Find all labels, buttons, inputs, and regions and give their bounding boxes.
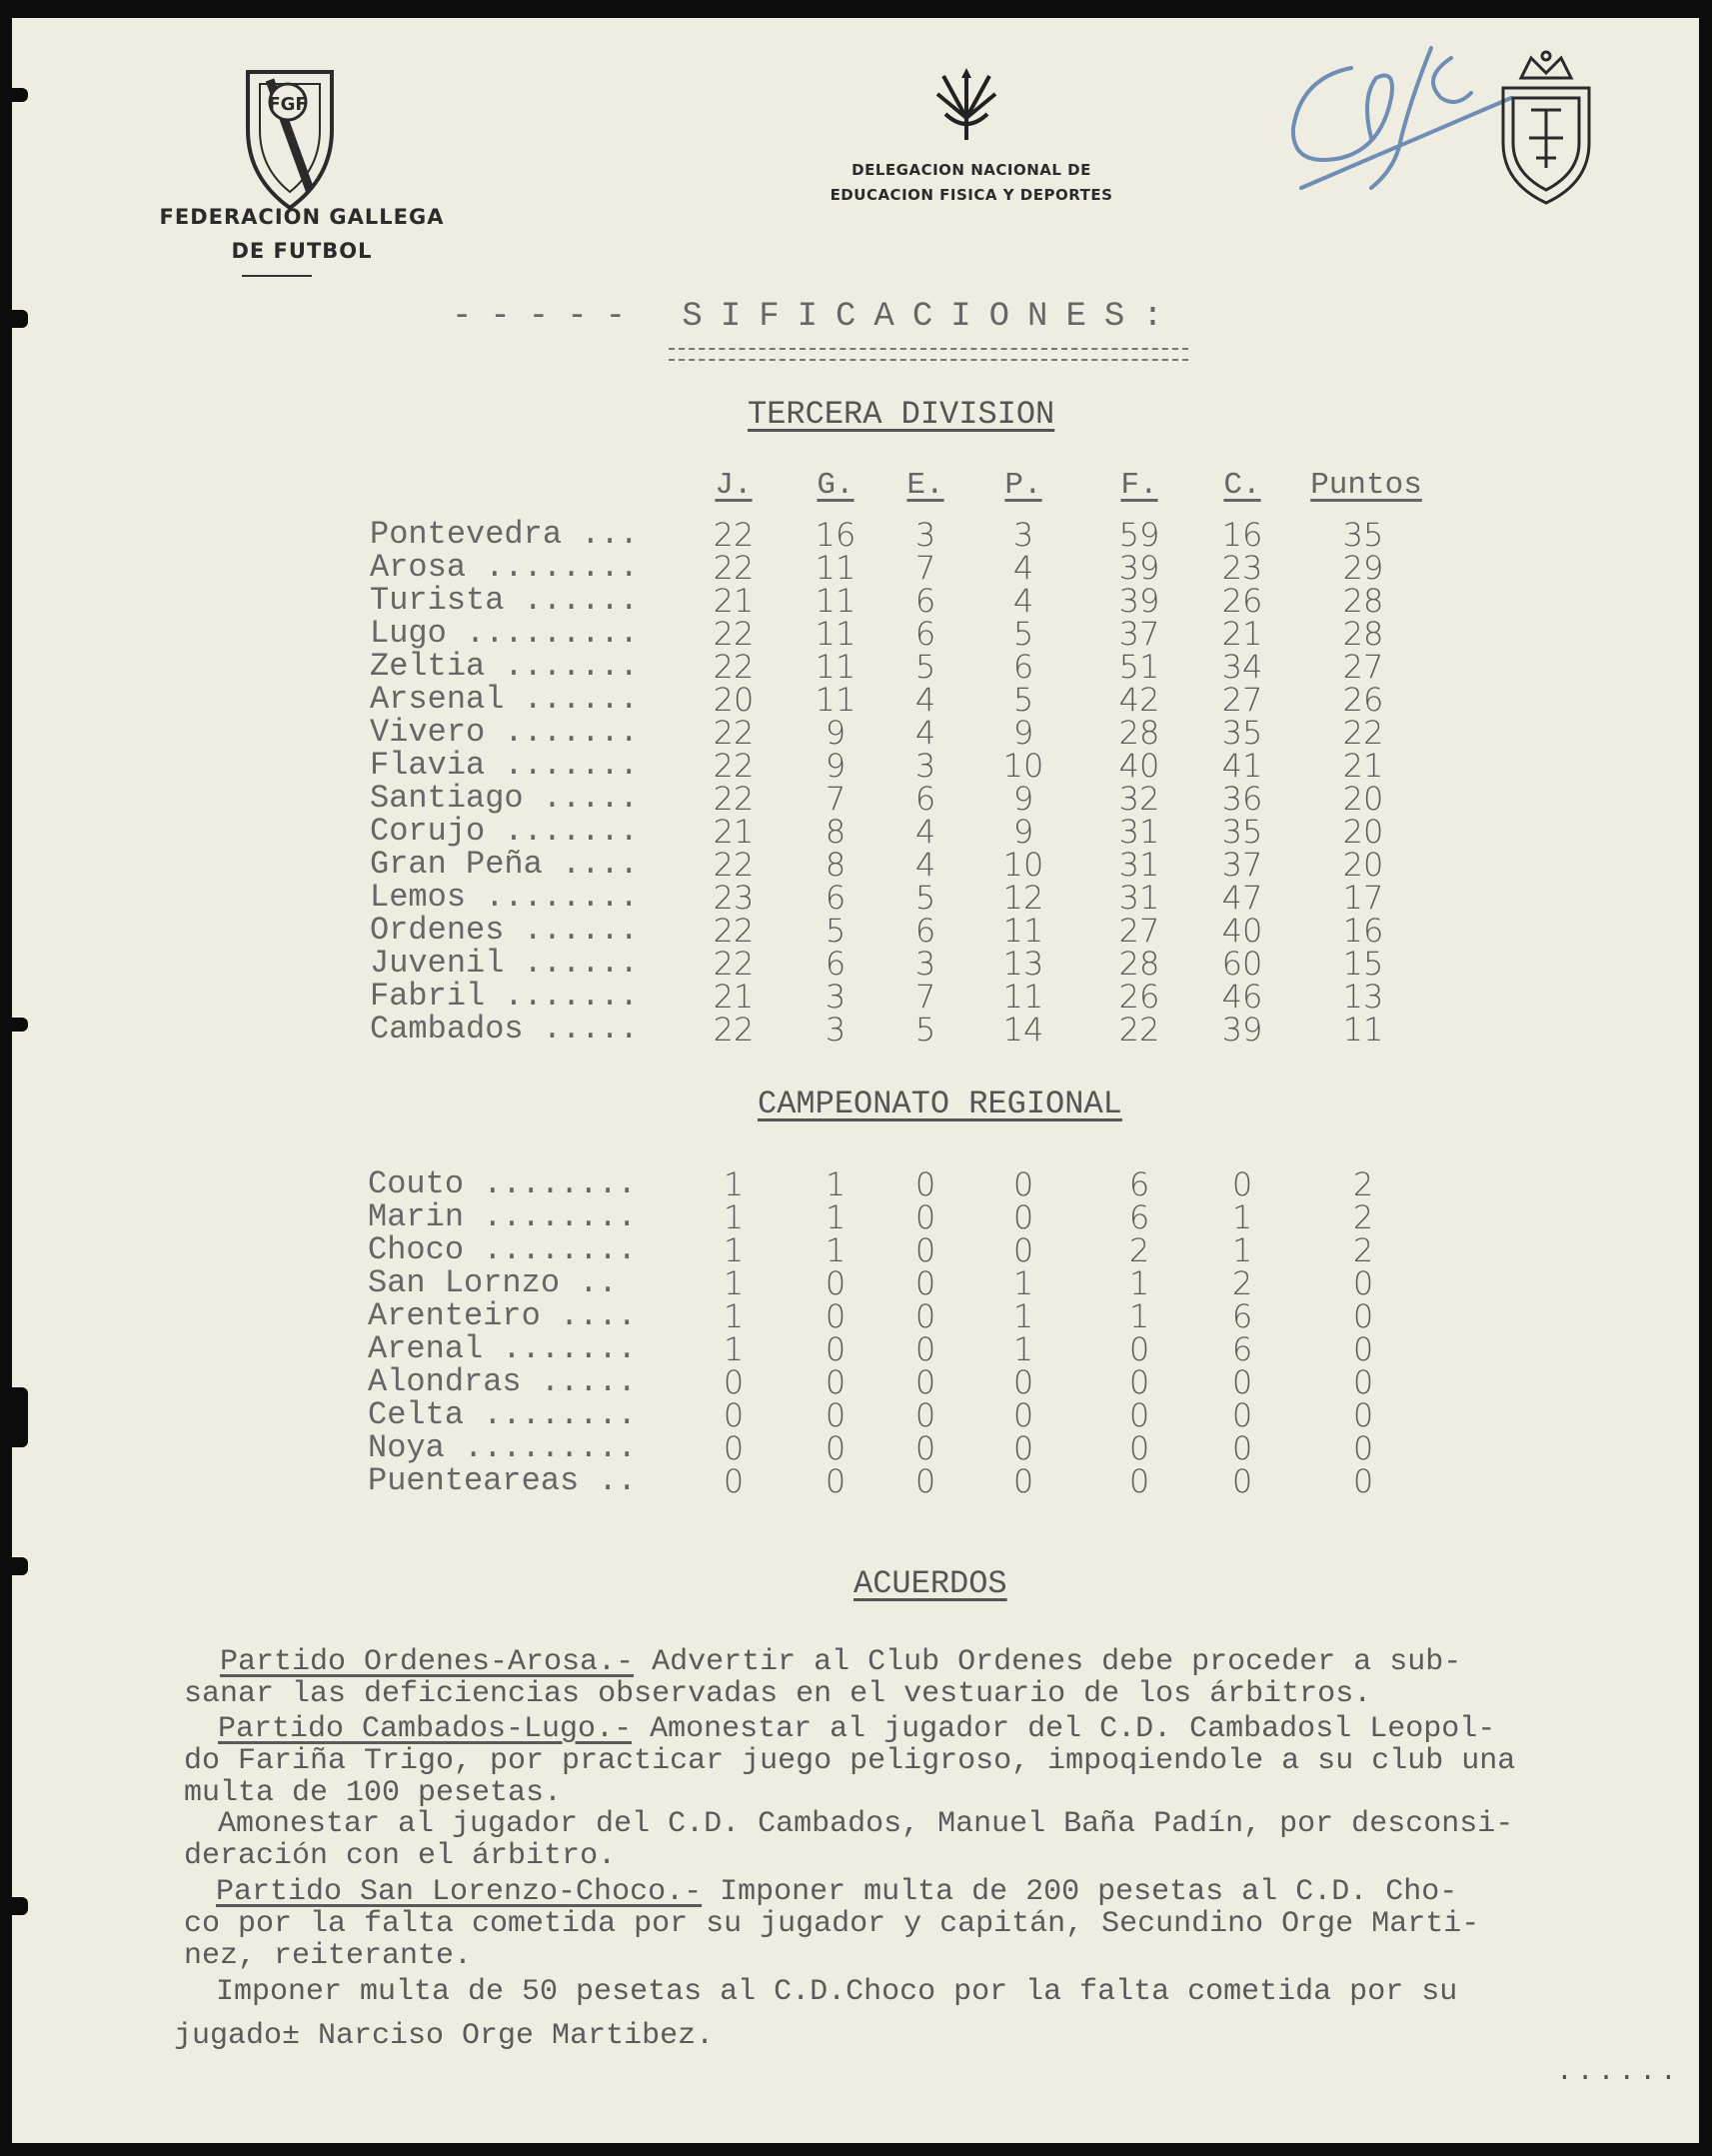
tercera-division-heading: TERCERA DIVISION xyxy=(748,396,1055,433)
cell-j: 22 xyxy=(713,714,755,752)
table-row xyxy=(12,1264,1699,1302)
federation-line-1: FEDERACION GALLEGA xyxy=(159,205,445,229)
cell-f: 31 xyxy=(1118,879,1160,917)
cell-puntos: 28 xyxy=(1342,615,1384,653)
cell-c: 1 xyxy=(1231,1198,1253,1236)
cell-j: 1 xyxy=(723,1297,745,1335)
cell-puntos: 21 xyxy=(1342,747,1384,785)
cell-j: 21 xyxy=(713,582,755,620)
federation-line-2: DE FUTBOL xyxy=(231,239,373,263)
cell-j: 22 xyxy=(713,846,755,884)
cell-f: 39 xyxy=(1118,582,1160,620)
cell-c: 1 xyxy=(1231,1231,1253,1269)
cell-p: 14 xyxy=(1002,1011,1044,1049)
cell-puntos: 0 xyxy=(1352,1429,1374,1467)
col-header-g: G. xyxy=(817,468,855,503)
cell-p: 10 xyxy=(1002,747,1044,785)
cell-g: 11 xyxy=(815,681,856,719)
table-row xyxy=(12,1396,1699,1434)
cell-puntos: 35 xyxy=(1342,516,1384,554)
cell-c: 6 xyxy=(1231,1297,1253,1335)
cell-g: 0 xyxy=(825,1462,847,1500)
col-header-f: F. xyxy=(1120,468,1158,503)
table-row xyxy=(12,681,1699,719)
team-name: Fabril ....... xyxy=(370,978,639,1015)
team-name: Santiago ..... xyxy=(370,780,639,817)
cell-f: 0 xyxy=(1128,1462,1150,1500)
cell-c: 2 xyxy=(1231,1264,1253,1302)
delegation-line-1: DELEGACION NACIONAL DE xyxy=(852,161,1091,179)
cell-j: 0 xyxy=(723,1396,745,1434)
federation-name xyxy=(112,200,492,268)
cell-p: 12 xyxy=(1002,879,1044,917)
table-row xyxy=(12,1297,1699,1335)
document-title: ----- SIFICACIONES: xyxy=(452,298,1181,336)
cell-e: 5 xyxy=(914,648,936,686)
table-row xyxy=(12,912,1699,950)
cell-f: 6 xyxy=(1128,1198,1150,1236)
team-name: Turista ...... xyxy=(370,582,639,619)
cell-p: 10 xyxy=(1002,846,1044,884)
table-row xyxy=(12,1198,1699,1236)
cell-f: 31 xyxy=(1118,846,1160,884)
cell-c: 35 xyxy=(1221,714,1263,752)
cell-e: 0 xyxy=(914,1396,936,1434)
cell-f: 0 xyxy=(1128,1396,1150,1434)
cell-c: 0 xyxy=(1231,1363,1253,1401)
cell-p: 0 xyxy=(1012,1363,1034,1401)
team-name: Cambados ..... xyxy=(370,1011,639,1048)
paragraph-line xyxy=(220,1647,1461,1678)
cell-g: 0 xyxy=(825,1264,847,1302)
cell-g: 0 xyxy=(825,1396,847,1434)
cell-j: 22 xyxy=(713,1011,755,1049)
paragraph-text: Advertir al Club Ordenes debe proceder a sub- xyxy=(634,1645,1462,1679)
paragraph-line: multa de 100 pesetas. xyxy=(184,1776,563,1810)
table-row xyxy=(12,780,1699,818)
yoke-and-arrows-emblem xyxy=(931,68,1001,143)
cell-g: 8 xyxy=(825,846,847,884)
campeonato-regional-heading: CAMPEONATO REGIONAL xyxy=(758,1085,1122,1122)
cell-puntos: 2 xyxy=(1352,1165,1374,1203)
cell-j: 0 xyxy=(723,1429,745,1467)
cell-puntos: 16 xyxy=(1342,912,1384,950)
cell-f: 51 xyxy=(1118,648,1160,686)
cell-g: 1 xyxy=(825,1165,847,1203)
cell-g: 0 xyxy=(825,1330,847,1368)
cell-c: 27 xyxy=(1221,681,1263,719)
paragraph-line: jugado± Narciso Orge Martibez. xyxy=(174,2019,715,2053)
cell-p: 11 xyxy=(1002,912,1044,950)
team-name: Puenteareas .. xyxy=(368,1462,637,1499)
team-name: Pontevedra ... xyxy=(370,516,639,553)
team-name: Arenteiro .... xyxy=(368,1297,637,1334)
team-name: Celta ........ xyxy=(368,1396,637,1433)
punch-hole xyxy=(12,1897,28,1915)
team-name: Arosa ........ xyxy=(370,549,639,586)
cell-j: 22 xyxy=(713,549,755,587)
cell-e: 5 xyxy=(914,1011,936,1049)
team-name: Zeltia ....... xyxy=(370,648,639,685)
cell-g: 7 xyxy=(825,780,847,818)
cell-p: 5 xyxy=(1012,681,1034,719)
cell-c: 6 xyxy=(1231,1330,1253,1368)
col-header-p: P. xyxy=(1004,468,1042,503)
cell-j: 22 xyxy=(713,945,755,983)
cell-g: 5 xyxy=(825,912,847,950)
cell-e: 3 xyxy=(914,945,936,983)
cell-e: 0 xyxy=(914,1363,936,1401)
cell-c: 34 xyxy=(1221,648,1263,686)
cell-p: 5 xyxy=(1012,615,1034,653)
cell-g: 11 xyxy=(815,648,856,686)
cell-puntos: 20 xyxy=(1342,780,1384,818)
team-name: Flavia ....... xyxy=(370,747,639,784)
cell-g: 6 xyxy=(825,945,847,983)
table-row xyxy=(12,516,1699,554)
cell-j: 22 xyxy=(713,912,755,950)
table-row xyxy=(12,1231,1699,1269)
svg-text:FGF: FGF xyxy=(268,94,308,115)
table-row xyxy=(12,747,1699,785)
cell-puntos: 0 xyxy=(1352,1264,1374,1302)
cell-puntos: 0 xyxy=(1352,1462,1374,1500)
cell-p: 9 xyxy=(1012,714,1034,752)
cell-g: 9 xyxy=(825,747,847,785)
delegation-line-2: EDUCACION FISICA Y DEPORTES xyxy=(830,186,1113,204)
cell-p: 0 xyxy=(1012,1198,1034,1236)
cell-c: 46 xyxy=(1221,978,1263,1016)
cell-puntos: 2 xyxy=(1352,1198,1374,1236)
cell-g: 1 xyxy=(825,1231,847,1269)
cell-e: 3 xyxy=(914,516,936,554)
cell-j: 1 xyxy=(723,1264,745,1302)
cell-puntos: 20 xyxy=(1342,813,1384,851)
table-row xyxy=(12,714,1699,752)
cell-j: 21 xyxy=(713,813,755,851)
acuerdos-heading: ACUERDOS xyxy=(854,1565,1007,1602)
cell-g: 3 xyxy=(825,1011,847,1049)
cell-puntos: 0 xyxy=(1352,1330,1374,1368)
cell-p: 0 xyxy=(1012,1462,1034,1500)
cell-f: 31 xyxy=(1118,813,1160,851)
team-name: Corujo ....... xyxy=(370,813,639,850)
cell-j: 22 xyxy=(713,747,755,785)
col-header-e: E. xyxy=(906,468,944,503)
table-row xyxy=(12,648,1699,686)
cell-p: 0 xyxy=(1012,1231,1034,1269)
cell-puntos: 13 xyxy=(1342,978,1384,1016)
cell-c: 21 xyxy=(1221,615,1263,653)
paragraph-line xyxy=(216,1877,1457,1908)
cell-puntos: 2 xyxy=(1352,1231,1374,1269)
punch-hole xyxy=(12,310,28,328)
cell-j: 1 xyxy=(723,1165,745,1203)
col-header-j: J. xyxy=(715,468,753,503)
cell-f: 40 xyxy=(1118,747,1160,785)
cell-j: 1 xyxy=(723,1198,745,1236)
cell-j: 0 xyxy=(723,1462,745,1500)
cell-c: 0 xyxy=(1231,1165,1253,1203)
cell-e: 3 xyxy=(914,747,936,785)
team-name: Couto ........ xyxy=(368,1165,637,1202)
cell-e: 4 xyxy=(914,681,936,719)
punch-hole xyxy=(12,1557,28,1575)
cell-c: 39 xyxy=(1221,1011,1263,1049)
col-header-c: C. xyxy=(1223,468,1261,503)
cell-f: 39 xyxy=(1118,549,1160,587)
cell-c: 26 xyxy=(1221,582,1263,620)
cell-c: 35 xyxy=(1221,813,1263,851)
continuation-dots: ...... xyxy=(1556,2057,1681,2088)
cell-j: 23 xyxy=(713,879,755,917)
team-name: Lemos ........ xyxy=(370,879,639,916)
cell-puntos: 27 xyxy=(1342,648,1384,686)
table-row xyxy=(12,978,1699,1016)
cell-f: 28 xyxy=(1118,945,1160,983)
cell-c: 16 xyxy=(1221,516,1263,554)
paragraph-line: co por la falta cometida por su jugador y capitán, Secundino Orge Marti- xyxy=(184,1907,1480,1941)
cell-j: 1 xyxy=(723,1231,745,1269)
cell-g: 0 xyxy=(825,1297,847,1335)
cell-e: 6 xyxy=(914,582,936,620)
federation-rule xyxy=(242,275,312,277)
table-row xyxy=(12,945,1699,983)
paragraph-line: Amonestar al jugador del C.D. Cambados, Manuel Baña Padín, por desconsi- xyxy=(218,1807,1514,1841)
cell-g: 0 xyxy=(825,1429,847,1467)
punch-hole xyxy=(12,88,28,102)
cell-e: 0 xyxy=(914,1198,936,1236)
cell-p: 4 xyxy=(1012,549,1034,587)
cell-g: 11 xyxy=(815,615,856,653)
cell-f: 6 xyxy=(1128,1165,1150,1203)
team-name: Juvenil ...... xyxy=(370,945,639,982)
cell-j: 22 xyxy=(713,780,755,818)
table-row xyxy=(12,1462,1699,1500)
table-row xyxy=(12,1011,1699,1049)
cell-e: 7 xyxy=(914,978,936,1016)
cell-f: 28 xyxy=(1118,714,1160,752)
col-header-puntos: Puntos xyxy=(1310,468,1422,503)
team-name: Alondras ..... xyxy=(368,1363,637,1400)
cell-e: 0 xyxy=(914,1264,936,1302)
cell-e: 6 xyxy=(914,912,936,950)
cell-c: 47 xyxy=(1221,879,1263,917)
match-title: Partido Ordenes-Arosa.- xyxy=(220,1645,635,1679)
team-name: Gran Peña .... xyxy=(370,846,639,883)
match-title: Partido San Lorenzo-Choco.- xyxy=(216,1875,703,1909)
cell-c: 36 xyxy=(1221,780,1263,818)
cell-e: 0 xyxy=(914,1165,936,1203)
team-name: Lugo ......... xyxy=(370,615,639,652)
cell-puntos: 22 xyxy=(1342,714,1384,752)
paragraph-line: deración con el árbitro. xyxy=(184,1839,617,1873)
team-name: Noya ......... xyxy=(368,1429,637,1466)
cell-puntos: 15 xyxy=(1342,945,1384,983)
cell-j: 22 xyxy=(713,648,755,686)
cell-j: 22 xyxy=(713,615,755,653)
cell-c: 40 xyxy=(1221,912,1263,950)
paragraph-text: Imponer multa de 200 pesetas al C.D. Cho- xyxy=(702,1875,1458,1909)
team-name: Arenal ....... xyxy=(368,1330,637,1367)
cell-e: 0 xyxy=(914,1429,936,1467)
cell-g: 1 xyxy=(825,1198,847,1236)
match-title: Partido Cambados-Lugo.- xyxy=(218,1712,633,1746)
cell-f: 0 xyxy=(1128,1429,1150,1467)
cell-f: 42 xyxy=(1118,681,1160,719)
cell-e: 5 xyxy=(914,879,936,917)
cell-f: 26 xyxy=(1118,978,1160,1016)
team-name: San Lornzo .. xyxy=(368,1264,618,1301)
table-row xyxy=(12,1363,1699,1401)
cell-c: 60 xyxy=(1221,945,1263,983)
document-page xyxy=(12,18,1699,2143)
cell-f: 32 xyxy=(1118,780,1160,818)
cell-j: 0 xyxy=(723,1363,745,1401)
cell-e: 0 xyxy=(914,1330,936,1368)
cell-puntos: 17 xyxy=(1342,879,1384,917)
cell-puntos: 26 xyxy=(1342,681,1384,719)
cell-e: 6 xyxy=(914,615,936,653)
cell-e: 4 xyxy=(914,846,936,884)
cell-p: 11 xyxy=(1002,978,1044,1016)
cell-puntos: 0 xyxy=(1352,1297,1374,1335)
cell-c: 0 xyxy=(1231,1429,1253,1467)
team-name: Choco ........ xyxy=(368,1231,637,1268)
team-name: Vivero ....... xyxy=(370,714,639,751)
cell-p: 6 xyxy=(1012,648,1034,686)
cell-c: 0 xyxy=(1231,1462,1253,1500)
cell-j: 20 xyxy=(713,681,755,719)
cell-g: 8 xyxy=(825,813,847,851)
cell-puntos: 11 xyxy=(1342,1011,1384,1049)
paragraph-line: nez, reiterante. xyxy=(184,1939,473,1973)
cell-e: 6 xyxy=(914,780,936,818)
cell-puntos: 0 xyxy=(1352,1363,1374,1401)
cell-c: 41 xyxy=(1221,747,1263,785)
cell-p: 0 xyxy=(1012,1429,1034,1467)
federation-crest-logo xyxy=(240,50,340,210)
paragraph-line: Imponer multa de 50 pesetas al C.D.Choco por la falta cometida por su xyxy=(216,1975,1458,2009)
cell-f: 27 xyxy=(1118,912,1160,950)
cell-p: 3 xyxy=(1012,516,1034,554)
cell-f: 1 xyxy=(1128,1297,1150,1335)
table-row xyxy=(12,879,1699,917)
paragraph-line: sanar las deficiencias observadas en el vestuario de los árbitros. xyxy=(184,1677,1372,1711)
cell-g: 9 xyxy=(825,714,847,752)
cell-g: 0 xyxy=(825,1363,847,1401)
cell-puntos: 0 xyxy=(1352,1396,1374,1434)
cell-f: 0 xyxy=(1128,1363,1150,1401)
cell-p: 9 xyxy=(1012,813,1034,851)
spanish-federation-crest-logo xyxy=(1491,48,1601,208)
table-row xyxy=(12,1165,1699,1203)
cell-e: 7 xyxy=(914,549,936,587)
cell-puntos: 20 xyxy=(1342,846,1384,884)
team-name: Arsenal ...... xyxy=(370,681,639,718)
table-row xyxy=(12,615,1699,653)
cell-j: 22 xyxy=(713,516,755,554)
cell-g: 6 xyxy=(825,879,847,917)
cell-f: 37 xyxy=(1118,615,1160,653)
cell-e: 0 xyxy=(914,1297,936,1335)
cell-g: 16 xyxy=(815,516,856,554)
table-row xyxy=(12,846,1699,884)
paragraph-line: do Fariña Trigo, por practicar juego peligroso, impoqiendole a su club una xyxy=(184,1744,1516,1778)
cell-j: 21 xyxy=(713,978,755,1016)
cell-j: 1 xyxy=(723,1330,745,1368)
cell-puntos: 29 xyxy=(1342,549,1384,587)
cell-puntos: 28 xyxy=(1342,582,1384,620)
paragraph-text: Amonestar al jugador del C.D. Cambadosl Leopol- xyxy=(632,1712,1496,1746)
cell-p: 0 xyxy=(1012,1396,1034,1434)
cell-g: 3 xyxy=(825,978,847,1016)
table-row xyxy=(12,1330,1699,1368)
cell-c: 37 xyxy=(1221,846,1263,884)
cell-e: 4 xyxy=(914,714,936,752)
table-row xyxy=(12,582,1699,620)
cell-e: 4 xyxy=(914,813,936,851)
cell-g: 11 xyxy=(815,549,856,587)
team-name: Marin ........ xyxy=(368,1198,637,1235)
table-row xyxy=(12,1429,1699,1467)
paragraph-line xyxy=(218,1714,1495,1745)
cell-p: 1 xyxy=(1012,1264,1034,1302)
cell-e: 0 xyxy=(914,1462,936,1500)
cell-e: 0 xyxy=(914,1231,936,1269)
cell-f: 59 xyxy=(1118,516,1160,554)
cell-p: 1 xyxy=(1012,1297,1034,1335)
cell-f: 2 xyxy=(1128,1231,1150,1269)
table-row xyxy=(12,549,1699,587)
title-double-rule xyxy=(669,348,1188,361)
cell-c: 23 xyxy=(1221,549,1263,587)
delegation-name xyxy=(772,158,1171,208)
cell-p: 13 xyxy=(1002,945,1044,983)
cell-p: 9 xyxy=(1012,780,1034,818)
cell-f: 0 xyxy=(1128,1330,1150,1368)
cell-g: 11 xyxy=(815,582,856,620)
table-row xyxy=(12,813,1699,851)
team-name: Ordenes ...... xyxy=(370,912,639,949)
cell-f: 22 xyxy=(1118,1011,1160,1049)
cell-c: 0 xyxy=(1231,1396,1253,1434)
cell-p: 1 xyxy=(1012,1330,1034,1368)
cell-p: 0 xyxy=(1012,1165,1034,1203)
cell-f: 1 xyxy=(1128,1264,1150,1302)
cell-p: 4 xyxy=(1012,582,1034,620)
